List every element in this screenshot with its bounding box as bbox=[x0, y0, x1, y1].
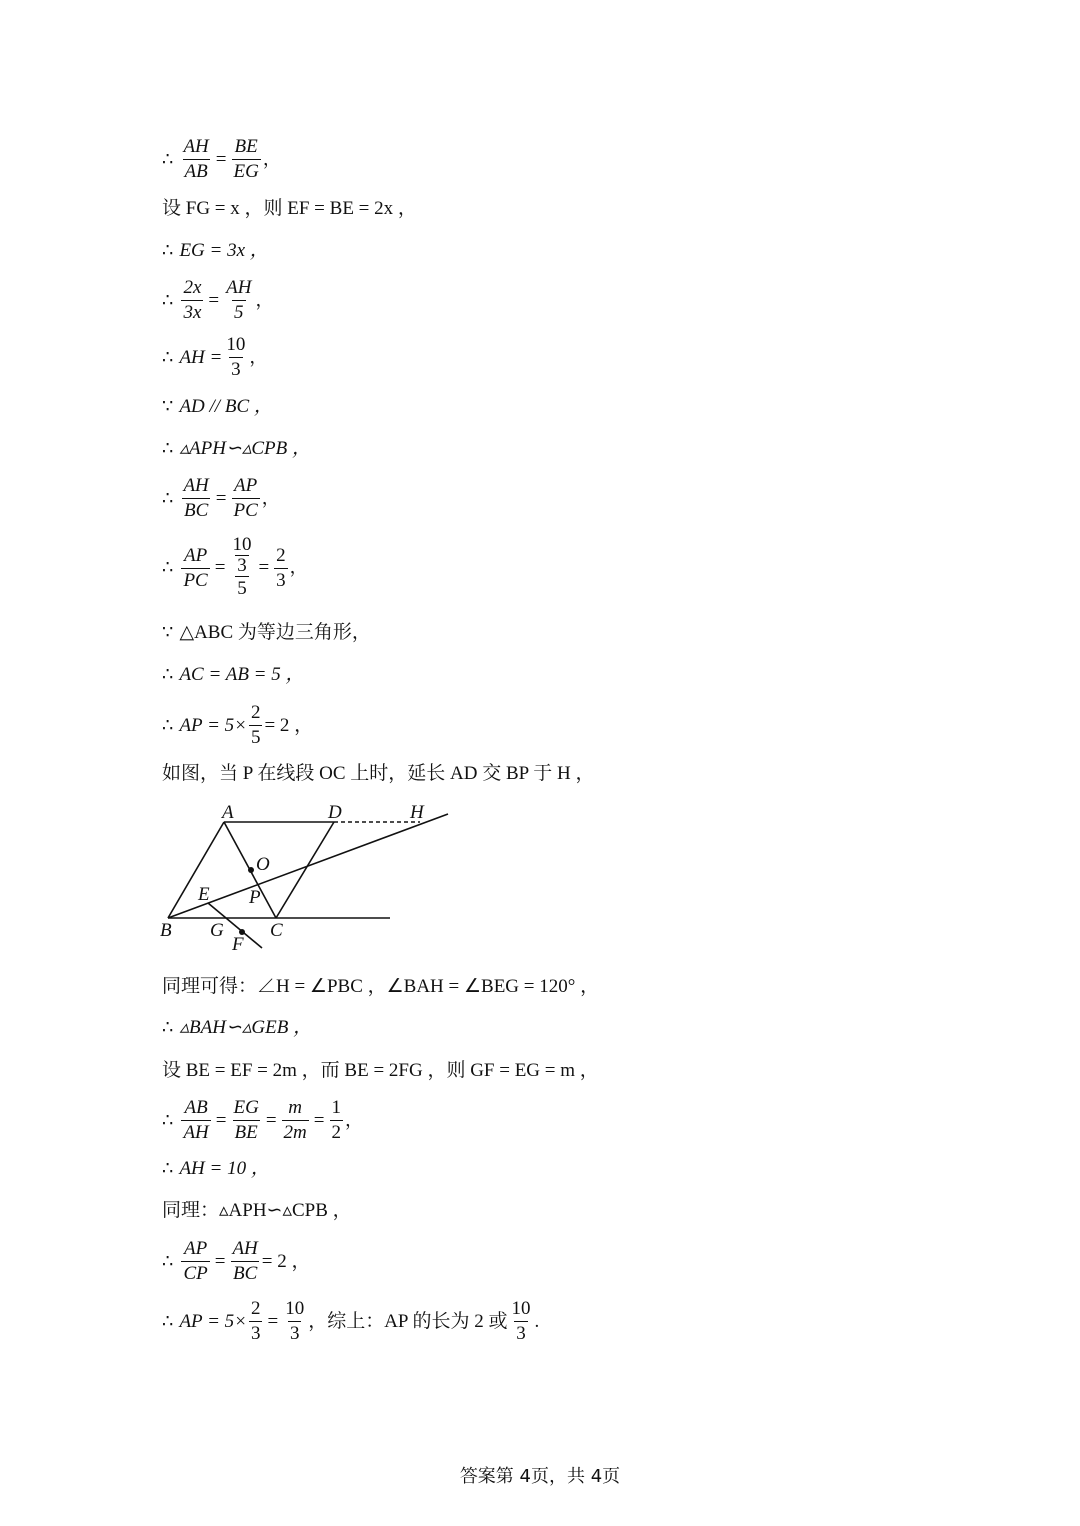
step-equilateral: ∵ △ABC 为等边三角形， bbox=[162, 622, 371, 643]
fraction: $\frac{EG}{BE}$ bbox=[233, 1097, 259, 1143]
step-similar-again: 同理：▵APH∽▵CPB ， bbox=[162, 1200, 352, 1221]
step-eg: ∴ EG = 3x ， bbox=[162, 240, 269, 261]
fraction: $\frac{BE}{EG}$ bbox=[233, 136, 259, 182]
fraction: $\frac{10}{3}$ bbox=[226, 334, 246, 380]
step-ratio-ap-cp: ∴ $\frac{AP}{CP}$ = $\frac{AH}{BC}$ = 2 ， bbox=[162, 1238, 311, 1284]
fraction: $\frac{AH}{5}$ bbox=[226, 277, 252, 323]
fraction: $\frac{AB}{AH}$ bbox=[183, 1097, 209, 1143]
fraction: $\frac{2x}{3x}$ bbox=[183, 277, 202, 323]
fraction: $\frac{10}{3}$ bbox=[511, 1298, 531, 1344]
label-b: B bbox=[160, 920, 172, 941]
fraction: $\frac{2}{5}$ bbox=[250, 702, 261, 748]
label-o: O bbox=[256, 854, 270, 875]
step-ratio-ap-pc: ∴ $\frac{AP}{PC}$ = 10 3 5 = $\frac{2}{3}$ ， bbox=[162, 534, 308, 599]
compound-fraction: 10 3 5 bbox=[232, 534, 252, 599]
segment-ab bbox=[168, 822, 224, 918]
step-ac-ab: ∴ AC = AB = 5 ， bbox=[162, 664, 305, 685]
fraction: $\frac{m}{2m}$ bbox=[283, 1097, 307, 1143]
step-ratio-ah-ab: ∴ $\frac{AH}{AB}$ = $\frac{BE}{EG}$ ， bbox=[162, 136, 281, 182]
label-a: A bbox=[222, 802, 234, 823]
fraction: $\frac{2}{3}$ bbox=[276, 544, 286, 591]
step-ratio-ab-ah: ∴ $\frac{AB}{AH}$ = $\frac{EG}{BE}$ = $\frac{m}{2m}$ = $\frac{1}{2}$ ， bbox=[162, 1097, 363, 1143]
step-ah-value: ∴ AH = $\frac{10}{3}$ ， bbox=[162, 334, 268, 380]
step-ratio-ah-bc: ∴ $\frac{AH}{BC}$ = $\frac{AP}{PC}$ ， bbox=[162, 475, 280, 521]
fraction: $\frac{AP}{CP}$ bbox=[183, 1238, 208, 1284]
label-p: P bbox=[249, 887, 261, 908]
point-o bbox=[248, 867, 254, 873]
fraction: $\frac{AH}{AB}$ bbox=[183, 136, 209, 182]
fraction: $\frac{1}{2}$ bbox=[331, 1097, 341, 1143]
fraction: $\frac{AH}{BC}$ bbox=[183, 475, 209, 521]
label-g: G bbox=[210, 920, 224, 941]
label-d: D bbox=[328, 802, 342, 823]
line-bh bbox=[168, 814, 448, 918]
geometry-figure bbox=[158, 800, 458, 960]
step-let-be: 设 BE = EF = 2m ，而 BE = 2FG ，则 GF = EG = m ， bbox=[162, 1060, 599, 1081]
step-similar: ∴ ▵APH∽▵CPB ， bbox=[162, 438, 312, 459]
step-case-oc: 如图，当 P 在线段 OC 上时，延长 AD 交 BP 于 H ， bbox=[162, 763, 595, 784]
segment-dc bbox=[276, 822, 334, 918]
step-let-fg: 设 FG = x ，则 EF = BE = 2x ， bbox=[162, 198, 417, 219]
step-ah-10: ∴ AH = 10 ， bbox=[162, 1158, 270, 1179]
fraction: $\frac{2}{3}$ bbox=[250, 1298, 261, 1344]
step-conclusion: ∴ AP = 5× $\frac{2}{3}$ = $\frac{10}{3}$ ，综上：AP 的长为 2 或 $\frac{10}{3}$ . bbox=[162, 1298, 540, 1344]
label-e: E bbox=[198, 884, 210, 905]
fraction: $\frac{AH}{BC}$ bbox=[232, 1238, 258, 1284]
label-f: F bbox=[232, 934, 244, 955]
fraction: $\frac{AP}{PC}$ bbox=[183, 544, 208, 591]
fraction: $\frac{10}{3}$ bbox=[285, 1298, 305, 1344]
label-h: H bbox=[410, 802, 424, 823]
step-ratio-2x-3x: ∴ $\frac{2x}{3x}$ = $\frac{AH}{5}$ ， bbox=[162, 277, 274, 323]
fraction: $\frac{AP}{PC}$ bbox=[233, 475, 258, 521]
step-parallel: ∵ AD // BC ， bbox=[162, 396, 273, 417]
label-c: C bbox=[270, 920, 283, 941]
step-similar-bah: ∴ ▵BAH∽▵GEB ， bbox=[162, 1017, 313, 1038]
step-ap-2: ∴ AP = 5× $\frac{2}{5}$ = 2 ， bbox=[162, 702, 314, 748]
step-angles: 同理可得：∠H = ∠PBC ，∠BAH = ∠BEG = 120° ， bbox=[162, 976, 600, 997]
page-footer: 答案第 4页，共 4页 bbox=[459, 1466, 621, 1487]
